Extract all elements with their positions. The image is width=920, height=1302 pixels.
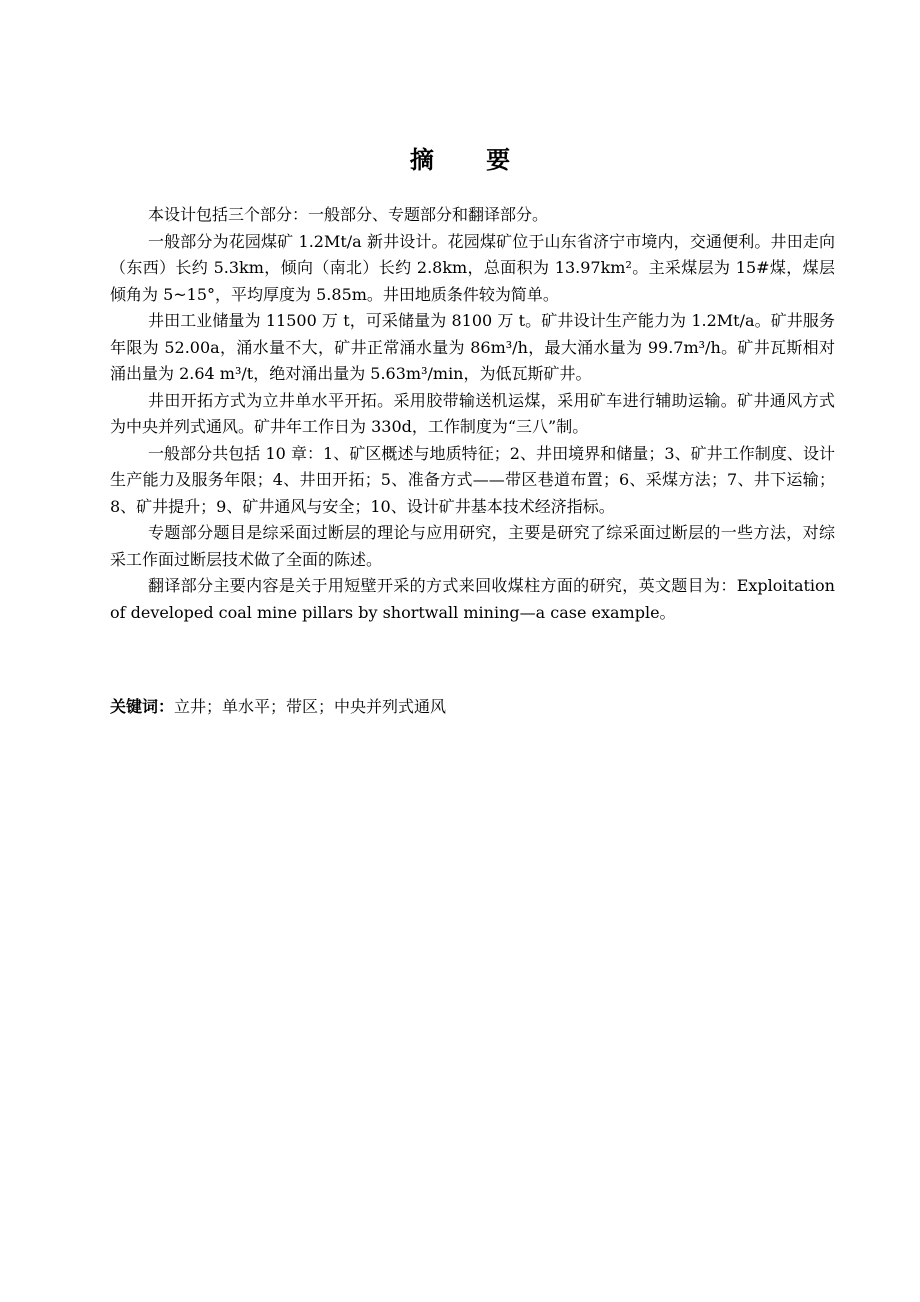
abstract-paragraph: 专题部分题目是综采面过断层的理论与应用研究，主要是研究了综采面过断层的一些方法，对综采工作面过断层技术做了全面的陈述。 bbox=[110, 523, 835, 569]
abstract-paragraph: 翻译部分主要内容是关于用短壁开采的方式来回收煤柱方面的研究，英文题目为：Exploitation of developed coal mine pillars by shortwall mining—a case example。 bbox=[110, 576, 835, 622]
abstract-title: 摘 要 bbox=[409, 146, 533, 174]
keywords-value: 立井；单水平；带区；中央并列式通风 bbox=[174, 697, 447, 716]
keywords-label: 关键词： bbox=[110, 697, 175, 716]
abstract-paragraph: 一般部分为花园煤矿 1.2Mt/a 新井设计。花园煤矿位于山东省济宁市境内，交通便利。井田走向（东西）长约 5.3km，倾向（南北）长约 2.8km，总面积为 13.97km²。主采煤层为 15#煤，煤层倾角为 5~15°，平均厚度为 5.85m。井田地质条件较为简单。 bbox=[110, 231, 835, 304]
abstract-body bbox=[110, 202, 835, 626]
abstract-paragraph: 本设计包括三个部分：一般部分、专题部分和翻译部分。 bbox=[148, 205, 549, 224]
abstract-paragraph: 井田工业储量为 11500 万 t，可采储量为 8100 万 t。矿井设计生产能力为 1.2Mt/a。矿井服务年限为 52.00a，涌水量不大，矿井正常涌水量为 86m³/h，最大涌水量为 99.7m³/h。矿井瓦斯相对涌出量为 2.64 m³/t，绝对涌出量为 5.63m³/min，为低瓦斯矿井。 bbox=[110, 311, 835, 383]
keywords-line bbox=[110, 694, 835, 720]
abstract-paragraph: 井田开拓方式为立井单水平开拓。采用胶带输送机运煤，采用矿车进行辅助运输。矿井通风方式为中央并列式通风。矿井年工作日为 330d，工作制度为“三八”制。 bbox=[110, 390, 835, 436]
abstract-paragraph: 一般部分共包括 10 章：1、矿区概述与地质特征；2、井田境界和储量；3、矿井工作制度、设计生产能力及服务年限；4、井田开拓；5、准备方式——带区巷道布置；6、采煤方法；7、井下运输；8、矿井提升；9、矿井通风与安全；10、设计矿井基本技术经济指标。 bbox=[110, 443, 835, 516]
